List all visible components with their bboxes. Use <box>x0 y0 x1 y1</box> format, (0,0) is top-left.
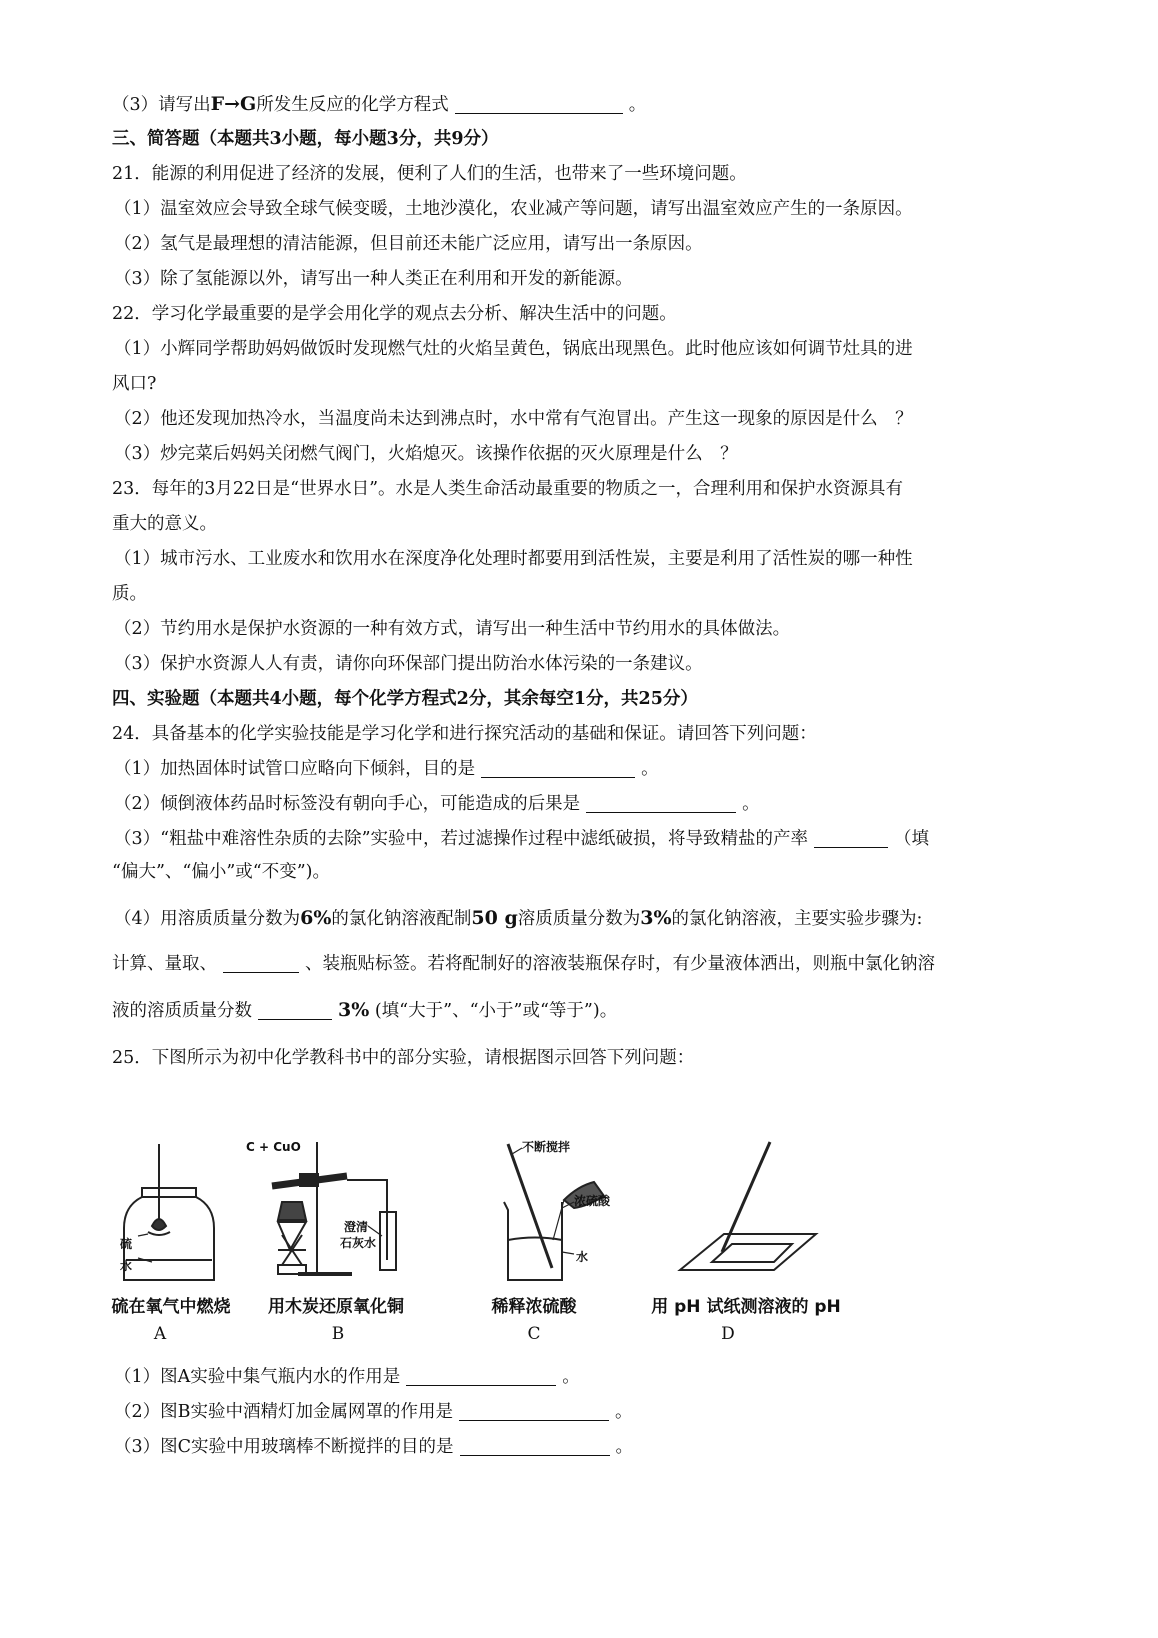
q24-part2: （2）倾倒液体药品时标签没有朝向手心，可能造成的后果是 。 <box>114 794 760 814</box>
caption-b: 用木炭还原氧化铜 <box>268 1297 404 1317</box>
jar-sulfur-drawing <box>124 1144 214 1280</box>
q24-part1: （1）加热固体时试管口应略向下倾斜，目的是 。 <box>114 759 659 779</box>
q22-stem: 22．学习化学最重要的是学会用化学的观点去分析、解决生活中的问题。 <box>112 304 677 324</box>
answer-blank[interactable] <box>814 829 888 848</box>
answer-blank[interactable] <box>481 759 635 778</box>
answer-blank[interactable] <box>586 794 736 813</box>
formula-f-to-g: F→G <box>210 93 257 115</box>
q24-part4-line3: 液的溶质质量分数 3% (填“大于”、“小于”或“等于”)。 <box>112 999 618 1021</box>
q25-stem: 25．下图所示为初中化学教科书中的部分实验，请根据图示回答下列问题： <box>112 1048 695 1068</box>
answer-blank[interactable] <box>459 1402 609 1421</box>
q20-part3: （3）请写出F→G所发生反应的化学方程式 。 <box>112 93 647 115</box>
section-4-heading: 四、实验题（本题共4小题，每个化学方程式2分，其余每空1分，共25分） <box>112 689 698 709</box>
answer-blank[interactable] <box>455 95 623 114</box>
q23-part3: （3）保护水资源人人有责，请你向环保部门提出防治水体污染的一条建议。 <box>114 654 703 674</box>
q22-part3: （3）炒完菜后妈妈关闭燃气阀门，火焰熄灭。该操作依据的灭火原理是什么 ？ <box>114 444 738 464</box>
q24-stem: 24．具备基本的化学实验技能是学习化学和进行探究活动的基础和保证。请回答下列问题： <box>112 724 817 744</box>
answer-blank[interactable] <box>406 1367 556 1386</box>
caption-c: 稀释浓硫酸 <box>491 1297 577 1317</box>
q21-part2: （2）氢气是最理想的清洁能源，但目前还未能广泛应用，请写出一条原因。 <box>114 234 703 254</box>
q23-part1-line1: （1）城市污水、工业废水和饮用水在深度净化处理时都要用到活性炭，主要是利用了活性炭的哪一种性 <box>114 549 913 569</box>
q25-part3: （3）图C实验中用玻璃棒不断搅拌的目的是 。 <box>114 1437 634 1457</box>
label-d: D <box>721 1324 735 1344</box>
q21-part3: （3）除了氢能源以外，请写出一种人类正在利用和开发的新能源。 <box>114 269 633 289</box>
label-c: C <box>527 1324 541 1344</box>
answer-blank[interactable] <box>258 1001 332 1020</box>
section-3-heading: 三、简答题（本题共3小题，每小题3分，共9分） <box>112 129 499 149</box>
q21-part1: （1）温室效应会导致全球气候变暖，土地沙漠化，农业减产等问题，请写出温室效应产生的一条原因。 <box>114 199 913 219</box>
answer-blank[interactable] <box>223 954 299 973</box>
experiment-figure: 硫 水 C + CuO 澄清 石灰水 不断搅拌 浓硫酸 水 硫在氧气中燃烧 用木炭还原氧化铜 稀释浓硫酸 用 pH 试纸测溶液的 pH A B C D <box>112 1140 858 1355</box>
q24-part4-line2: 计算、量取、 、装瓶贴标签。若将配制好的溶液装瓶保存时，有少量液体洒出，则瓶中氯化钠溶 <box>112 954 935 974</box>
caption-d: 用 pH 试纸测溶液的 pH <box>651 1297 841 1317</box>
carbon-reduction-drawing <box>272 1142 396 1274</box>
ph-paper-drawing <box>680 1142 816 1270</box>
q22-part1-line1: （1）小辉同学帮助妈妈做饭时发现燃气灶的火焰呈黄色，锅底出现黑色。此时他应该如何调节灶具的进 <box>114 339 913 359</box>
q25-part2: （2）图B实验中酒精灯加金属网罩的作用是 。 <box>114 1402 633 1422</box>
q24-part3-line2: “偏大”、“偏小”或“不变”)。 <box>112 862 331 882</box>
q25-part1: （1）图A实验中集气瓶内水的作用是 。 <box>114 1367 580 1387</box>
q22-part2: （2）他还发现加热冷水，当温度尚未达到沸点时，水中常有气泡冒出。产生这一现象的原因是什么 ？ <box>114 409 913 429</box>
label-b: B <box>331 1324 345 1344</box>
label-a: A <box>153 1324 167 1344</box>
q21-stem: 21．能源的利用促进了经济的发展，便利了人们的生活，也带来了一些环境问题。 <box>112 164 747 184</box>
dilute-acid-drawing <box>504 1144 604 1280</box>
q22-part1-line2: 风口? <box>112 374 157 394</box>
answer-blank[interactable] <box>460 1437 610 1456</box>
q24-part4-line1: （4）用溶质质量分数为6%的氯化钠溶液配制50 g溶质质量分数为3%的氯化钠溶液，主要实验步骤为: <box>114 907 923 929</box>
q24-part3-line1: （3）“粗盐中难溶性杂质的去除”实验中，若过滤操作过程中滤纸破损，将导致精盐的产率 （填 <box>114 829 930 849</box>
experiment-drawings <box>112 1140 858 1355</box>
q23-stem-line1: 23．每年的3月22日是“世界水日”。水是人类生命活动最重要的物质之一，合理利用和保护水资源具有 <box>112 479 904 499</box>
q23-part2: （2）节约用水是保护水资源的一种有效方式，请写出一种生活中节约用水的具体做法。 <box>114 619 791 639</box>
caption-a: 硫在氧气中燃烧 <box>111 1297 231 1317</box>
q23-stem-line2: 重大的意义。 <box>112 514 217 534</box>
q23-part1-line2: 质。 <box>112 584 147 604</box>
